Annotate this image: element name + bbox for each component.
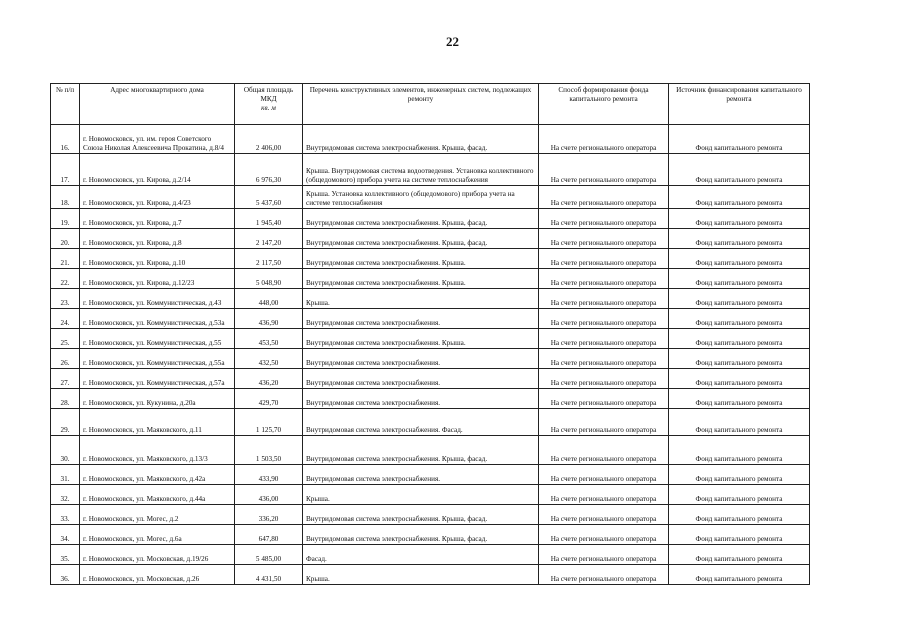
- row-source: Фонд капитального ремонта: [669, 125, 810, 154]
- row-address: г. Новомосковск, ул. Маяковского, д.11: [80, 409, 235, 436]
- table-row: [51, 349, 810, 369]
- row-works: Внутридомовая система электроснабжения. Крыша, фасад.: [303, 505, 539, 525]
- row-area: 453,50: [235, 329, 303, 349]
- row-works: Внутридомовая система электроснабжения.: [303, 465, 539, 485]
- row-works: Внутридомовая система электроснабжения.: [303, 369, 539, 389]
- row-area: 5 485,00: [235, 545, 303, 565]
- row-area: 1 503,50: [235, 436, 303, 465]
- row-number: 22.: [51, 269, 80, 289]
- row-works: Крыша.: [303, 565, 539, 585]
- row-area: 1 945,40: [235, 209, 303, 229]
- header-area: [235, 84, 303, 125]
- row-source: Фонд капитального ремонта: [669, 269, 810, 289]
- row-address: г. Новомосковск, ул. Кирова, д.4/23: [80, 186, 235, 209]
- row-method: На счете регионального оператора: [539, 289, 669, 309]
- row-method: На счете регионального оператора: [539, 525, 669, 545]
- header-area-unit: кв. м: [261, 104, 276, 112]
- row-number: 31.: [51, 465, 80, 485]
- row-number: 19.: [51, 209, 80, 229]
- row-works: Внутридомовая система электроснабжения. Крыша, фасад.: [303, 125, 539, 154]
- row-number: 17.: [51, 154, 80, 186]
- table-row: [51, 125, 810, 154]
- table-row: [51, 505, 810, 525]
- row-method: На счете регионального оператора: [539, 389, 669, 409]
- header-address: Адрес многоквартирного дома: [80, 84, 235, 125]
- row-area: 2 117,50: [235, 249, 303, 269]
- row-address: г. Новомосковск, ул. Могес, д.6а: [80, 525, 235, 545]
- row-number: 30.: [51, 436, 80, 465]
- row-number: 27.: [51, 369, 80, 389]
- row-number: 33.: [51, 505, 80, 525]
- table-row: [51, 249, 810, 269]
- row-source: Фонд капитального ремонта: [669, 154, 810, 186]
- row-works: Крыша.: [303, 289, 539, 309]
- row-method: На счете регионального оператора: [539, 125, 669, 154]
- row-address: г. Новомосковск, ул. Кирова, д.7: [80, 209, 235, 229]
- row-works: Крыша. Установка коллективного (общедомового) прибора учета на системе теплоснабжения: [303, 186, 539, 209]
- row-method: На счете регионального оператора: [539, 505, 669, 525]
- header-method: Способ формирования фонда капитального ремонта: [539, 84, 669, 125]
- row-area: 429,70: [235, 389, 303, 409]
- table-row: [51, 329, 810, 349]
- row-number: 18.: [51, 186, 80, 209]
- row-address: г. Новомосковск, ул. Могес, д.2: [80, 505, 235, 525]
- row-source: Фонд капитального ремонта: [669, 369, 810, 389]
- row-source: Фонд капитального ремонта: [669, 389, 810, 409]
- row-method: На счете регионального оператора: [539, 329, 669, 349]
- row-area: 436,00: [235, 485, 303, 505]
- row-area: 6 976,30: [235, 154, 303, 186]
- row-area: 336,20: [235, 505, 303, 525]
- row-number: 16.: [51, 125, 80, 154]
- row-area: 4 431,50: [235, 565, 303, 585]
- row-number: 21.: [51, 249, 80, 269]
- row-number: 23.: [51, 289, 80, 309]
- table-header-row: [51, 84, 810, 125]
- row-address: г. Новомосковск, ул. Коммунистическая, д.57а: [80, 369, 235, 389]
- row-area: 433,90: [235, 465, 303, 485]
- row-method: На счете регионального оператора: [539, 369, 669, 389]
- row-source: Фонд капитального ремонта: [669, 289, 810, 309]
- row-method: На счете регионального оператора: [539, 249, 669, 269]
- row-address: г. Новомосковск, ул. Кирова, д.12/23: [80, 269, 235, 289]
- repair-table: [50, 83, 810, 585]
- row-address: г. Новомосковск, ул. Маяковского, д.13/3: [80, 436, 235, 465]
- table-row: [51, 436, 810, 465]
- row-address: г. Новомосковск, ул. Кукунина, д.20а: [80, 389, 235, 409]
- row-number: 35.: [51, 545, 80, 565]
- row-source: Фонд капитального ремонта: [669, 505, 810, 525]
- row-method: На счете регионального оператора: [539, 545, 669, 565]
- row-works: Внутридомовая система электроснабжения. Крыша, фасад.: [303, 525, 539, 545]
- row-area: 2 147,20: [235, 229, 303, 249]
- row-method: На счете регионального оператора: [539, 485, 669, 505]
- row-method: На счете регионального оператора: [539, 209, 669, 229]
- header-num: № п/п: [51, 84, 80, 125]
- table-row: [51, 545, 810, 565]
- row-address: г. Новомосковск, ул. им. героя Советского Союза Николая Алексеевича Прокатина, д.8/4: [80, 125, 235, 154]
- row-number: 25.: [51, 329, 80, 349]
- row-source: Фонд капитального ремонта: [669, 525, 810, 545]
- row-works: Внутридомовая система электроснабжения. Крыша.: [303, 329, 539, 349]
- row-number: 28.: [51, 389, 80, 409]
- row-area: 436,20: [235, 369, 303, 389]
- row-area: 5 048,90: [235, 269, 303, 289]
- row-works: Внутридомовая система электроснабжения. Крыша.: [303, 249, 539, 269]
- row-works: Внутридомовая система электроснабжения.: [303, 349, 539, 369]
- row-source: Фонд капитального ремонта: [669, 329, 810, 349]
- row-area: 5 437,60: [235, 186, 303, 209]
- row-works: Внутридомовая система электроснабжения.: [303, 309, 539, 329]
- row-method: На счете регионального оператора: [539, 269, 669, 289]
- row-number: 26.: [51, 349, 80, 369]
- row-method: На счете регионального оператора: [539, 154, 669, 186]
- row-number: 29.: [51, 409, 80, 436]
- row-source: Фонд капитального ремонта: [669, 349, 810, 369]
- row-area: 432,50: [235, 349, 303, 369]
- row-address: г. Новомосковск, ул. Маяковского, д.44а: [80, 485, 235, 505]
- row-area: 448,00: [235, 289, 303, 309]
- row-method: На счете регионального оператора: [539, 409, 669, 436]
- row-number: 34.: [51, 525, 80, 545]
- row-source: Фонд капитального ремонта: [669, 309, 810, 329]
- row-number: 32.: [51, 485, 80, 505]
- row-number: 36.: [51, 565, 80, 585]
- row-address: г. Новомосковск, ул. Маяковского, д.42а: [80, 465, 235, 485]
- row-address: г. Новомосковск, ул. Кирова, д.2/14: [80, 154, 235, 186]
- row-number: 24.: [51, 309, 80, 329]
- row-source: Фонд капитального ремонта: [669, 186, 810, 209]
- row-method: На счете регионального оператора: [539, 186, 669, 209]
- row-method: На счете регионального оператора: [539, 229, 669, 249]
- row-address: г. Новомосковск, ул. Московская, д.26: [80, 565, 235, 585]
- table-row: [51, 485, 810, 505]
- row-method: На счете регионального оператора: [539, 349, 669, 369]
- row-works: Крыша.: [303, 485, 539, 505]
- row-method: На счете регионального оператора: [539, 436, 669, 465]
- table-row: [51, 154, 810, 186]
- row-address: г. Новомосковск, ул. Коммунистическая, д.55: [80, 329, 235, 349]
- header-source: Источник финансирования капитального ремонта: [669, 84, 810, 125]
- row-method: На счете регионального оператора: [539, 309, 669, 329]
- table-row: [51, 269, 810, 289]
- row-works: Внутридомовая система электроснабжения. Крыша, фасад.: [303, 436, 539, 465]
- row-area: 2 406,00: [235, 125, 303, 154]
- row-source: Фонд капитального ремонта: [669, 249, 810, 269]
- table-row: [51, 369, 810, 389]
- row-works: Внутридомовая система электроснабжения. Крыша, фасад.: [303, 209, 539, 229]
- row-source: Фонд капитального ремонта: [669, 565, 810, 585]
- row-source: Фонд капитального ремонта: [669, 485, 810, 505]
- row-source: Фонд капитального ремонта: [669, 465, 810, 485]
- row-works: Внутридомовая система электроснабжения. Крыша, фасад.: [303, 229, 539, 249]
- row-area: 1 125,70: [235, 409, 303, 436]
- row-area: 436,90: [235, 309, 303, 329]
- row-address: г. Новомосковск, ул. Кирова, д.10: [80, 249, 235, 269]
- table-row: [51, 309, 810, 329]
- row-works: Крыша. Внутридомовая система водоотведения. Установка коллективного (общедомового) прибора учета на системе теплоснабжения: [303, 154, 539, 186]
- table-row: [51, 289, 810, 309]
- table-row: [51, 186, 810, 209]
- table-row: [51, 465, 810, 485]
- row-works: Фасад.: [303, 545, 539, 565]
- row-source: Фонд капитального ремонта: [669, 229, 810, 249]
- row-works: Внутридомовая система электроснабжения.: [303, 389, 539, 409]
- row-address: г. Новомосковск, ул. Московская, д.19/26: [80, 545, 235, 565]
- row-source: Фонд капитального ремонта: [669, 545, 810, 565]
- row-works: Внутридомовая система электроснабжения. Фасад.: [303, 409, 539, 436]
- row-method: На счете регионального оператора: [539, 565, 669, 585]
- table-row: [51, 389, 810, 409]
- row-source: Фонд капитального ремонта: [669, 409, 810, 436]
- row-number: 20.: [51, 229, 80, 249]
- row-address: г. Новомосковск, ул. Коммунистическая, д.55а: [80, 349, 235, 369]
- row-address: г. Новомосковск, ул. Коммунистическая, д.43: [80, 289, 235, 309]
- row-source: Фонд капитального ремонта: [669, 436, 810, 465]
- header-area-label: Общая площадь МКД: [243, 86, 294, 103]
- page-number: 22: [446, 34, 459, 49]
- row-address: г. Новомосковск, ул. Кирова, д.8: [80, 229, 235, 249]
- row-method: На счете регионального оператора: [539, 465, 669, 485]
- table-row: [51, 229, 810, 249]
- table-row: [51, 525, 810, 545]
- table-row: [51, 565, 810, 585]
- row-area: 647,80: [235, 525, 303, 545]
- row-works: Внутридомовая система электроснабжения. Крыша.: [303, 269, 539, 289]
- header-works: Перечень конструктивных элементов, инженерных систем, подлежащих ремонту: [303, 84, 539, 125]
- table-row: [51, 409, 810, 436]
- row-address: г. Новомосковск, ул. Коммунистическая, д.53а: [80, 309, 235, 329]
- table-row: [51, 209, 810, 229]
- row-source: Фонд капитального ремонта: [669, 209, 810, 229]
